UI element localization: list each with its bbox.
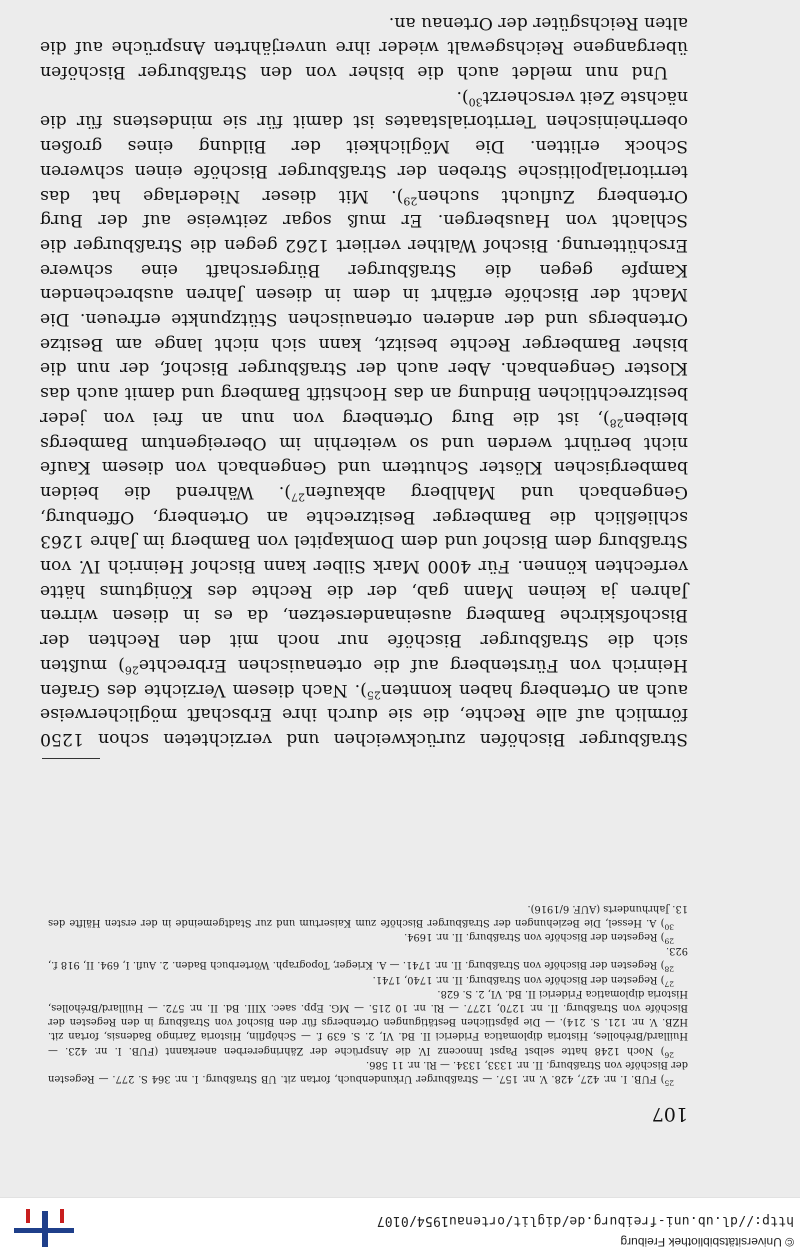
footnote-30: $^{30}$) A. Hessel, Die Beziehungen der Straßburger Bischöfe zum Kaisertum und zur Stadtgemeinde in der ersten Hälfte des 13. Jahrhunderts (AUF. 6/1916). [48, 902, 688, 932]
footnote-27: $^{27}$) Regesten der Bischöfe von Straßburg. II. nr. 1740, 1741. [372, 973, 674, 988]
footnote-divider [42, 758, 100, 759]
footnote-ref: 27 [291, 490, 306, 504]
main-text [40, 10, 688, 751]
footnote-25: $^{25}$) FUB. I. nr. 427, 428. V. nr. 157. — Straßburger Urkundenbuch, fortan zit. UB Straßburg. I. nr. 364 S. 277. — Regesten der Bischöfe von Straßburg. II. nr. 1333, 1334. — Rl. nr. 11 586. [48, 1058, 688, 1088]
footnote-29: $^{29}$) Regesten der Bischöfe von Straßburg. II. nr. 1694. [404, 930, 674, 946]
viewer-header [0, 1197, 800, 1253]
copyright-notice: © Universitätsbibliothek Freiburg [620, 1235, 794, 1249]
permalink-url[interactable]: http://dl.ub.uni-freiburg.de/diglit/ortenau1954/0107 [376, 1213, 794, 1228]
paragraph-1: Straßburger Bischöfen zurückweichen und verzichteten schon 1250 förmlich auf alle Rechte, die sie durch ihre Erbschaft möglicherweise auch an Ortenberg haben konnten$^{25}$). Nach diesem Verzichte des Grafen Heinrich von Fürstenberg auf die ortenauischen Erbrechte$^{26}$) mußten sich die Straßburger Bischöfe nur noch mit den Rechten der Bischofskirche Bamberg auseinandersetzen, da es in diesen wirren Jahren ja keinen Mann gab, der die Rechte des Königtums hätte verfechten können. Für 4000 Mark Silber kann Bischof Heinrich IV. von Straßburg dem Bischof und dem Domkapitel von Bamberg im Jahre 1263 schließlich die Bamberger Besitzrechte an Ortenberg, Offenburg, Gengenbach und Mahlberg abkaufen$^{27}$). Während die beiden bambergischen Klöster Schuttern und Gengenbach von diesem Kaufe nicht berührt werden und so weiterhin im Obereigentum Bambergs bleiben$^{28}$), ist die Burg Ortenberg von nun an frei von jeder besitzrechtlichen Bindung an das Hochstift Bamberg und damit auch das Kloster Gengenbach. Aber auch der Straßburger Bischof, der nun die bisher Bamberger Rechte besitzt, kann sich nicht lange am Besitze Ortenbergs und der anderen ortenauischen Stützpunkte erfreuen. Die Macht der Bischöfe erfährt in dem in diesen Jahren ausbrechenden Kampfe gegen die Straßburger Bürgerschaft eine schwere Erschütterung. Bischof Walther verliert 1262 gegen die Straßburger die Schlacht von Hausbergen. Er muß sogar zeitweise auf der Burg Ortenberg Zuflucht suchen$^{29}$). Mit dieser Niederlage hat das territorialpolitische Streben der Straßburger Bischöfe einen schweren Schock erlitten. Die Möglichkeit der Bildung eines großen oberrheinischen Territorialstaates ist damit für sie mindestens für die nächste Zeit verscherzt$^{30}$). [39, 86, 688, 749]
paragraph-2: Und nun meldet auch die bisher von den Straßburger Bischöfen übergangene Reichsgewalt wieder ihre unverjährten Ansprüche auf die alten Reichsgüter der Ortenau an. [40, 12, 688, 83]
footnotes [48, 900, 688, 1088]
footnote-ref: 30 [468, 95, 483, 109]
university-logo-icon [14, 1207, 74, 1247]
footnote-ref: 26 [124, 663, 139, 677]
footnote-ref: 29 [403, 194, 418, 208]
page-number: 107 [651, 1103, 688, 1125]
footnote-ref: 28 [609, 416, 624, 430]
footnote-ref: 25 [366, 688, 381, 702]
footnote-28: $^{28}$) Regesten der Bischöfe von Straßburg. II. nr. 1741. — A. Krieger, Topograph. Wörterbuch Baden. 2. Aufl. I, 694. II, 918 f., 923. [48, 945, 688, 974]
footnote-26: $^{26}$) Noch 1248 hatte selbst Papst Innocenz IV. die Ansprüche der Zähringererben anerkannt (FUB. I. nr. 423. — Huillard/Bréholles, Historia diplomatica Friderici II. Bd. VI, 2. S. 639 f. — Schöpflin, Historia Zaringo Badensis, fortan zit. HZB. V. nr. 121. S. 214). — Die päpstlichen Bestätigungen Ortenbergs für den Bischof von Straßburg in den Regesten der Bischöfe von Straßburg. II. nr. 1270, 1277. — Rl. nr. 10 215. — MG. Epp. saec. XIII. Bd. II. nr. 572. — Huillard/Bréholles, Historia diplomatica Friderici II. Bd. VI, 2. S. 628. [48, 987, 688, 1059]
